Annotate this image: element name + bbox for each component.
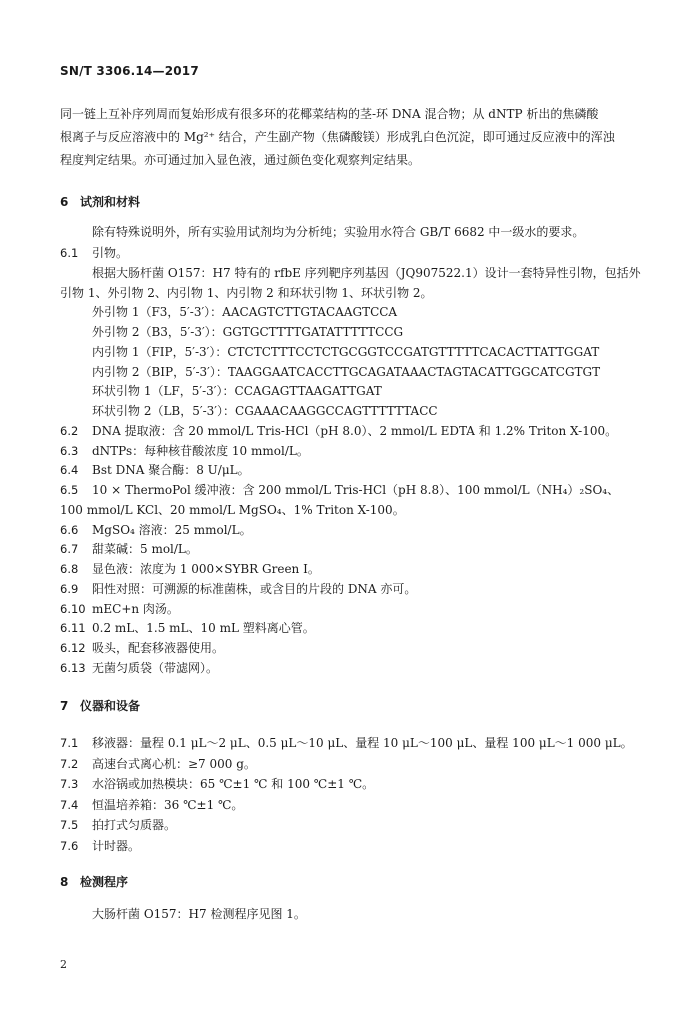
item-text: 移液器：量程 0.1 μL～2 μL、0.5 μL～10 μL、量程 10 μL～100 μL、量程 100 μL～1 000 μL。 bbox=[92, 736, 633, 750]
item-number: 6.6 bbox=[60, 522, 79, 537]
item-text: 阳性对照：可溯源的标准菌株，或含目的片段的 DNA 亦可。 bbox=[92, 581, 417, 596]
item-text: 外引物 1（F3，5′-3′）：AACAGTCTTGTACAAGTCCA bbox=[92, 305, 398, 320]
section-8-heading bbox=[60, 873, 128, 890]
section-title: 检测程序 bbox=[80, 875, 129, 889]
list-item bbox=[60, 502, 650, 518]
list-item bbox=[92, 344, 682, 360]
item-number: 7.1 bbox=[60, 736, 79, 750]
item-text: 10 × ThermoPol 缓冲液：含 200 mmol/L Tris-HCl（pH 8.8）、100 mmol/L（NH₄）₂SO₄、 bbox=[92, 483, 620, 497]
list-item bbox=[60, 462, 650, 478]
item-number: 6.8 bbox=[60, 562, 79, 576]
item-number: 6.4 bbox=[60, 463, 79, 478]
list-item bbox=[60, 601, 650, 617]
item-text: 水浴锅或加热模块：65 ℃±1 ℃ 和 100 ℃±1 ℃。 bbox=[92, 777, 375, 791]
intro-line-2: 根离子与反应溶液中的 Mg²⁺ 结合，产生副产物（焦磷酸镁）形成乳白色沉淀，即可通过反应液中的浑浊 bbox=[60, 130, 615, 144]
item-text: 拍打式匀质器。 bbox=[92, 818, 177, 832]
section-number: 7 bbox=[60, 699, 69, 713]
list-item bbox=[60, 443, 650, 459]
item-number: 6.12 bbox=[60, 641, 86, 655]
item-text: DNA 提取液：含 20 mmol/L Tris-HCl（pH 8.0）、2 mmol/L EDTA 和 1.2% Triton X-100。 bbox=[92, 423, 618, 438]
item-text: MgSO₄ 溶液：25 mmol/L。 bbox=[92, 522, 252, 537]
list-item bbox=[60, 285, 650, 301]
section-title: 试剂和材料 bbox=[80, 195, 141, 209]
list-item bbox=[60, 561, 650, 577]
item-text: 显色液：浓度为 1 000×SYBR Green Ⅰ。 bbox=[92, 562, 320, 576]
section-6-intro: 除有特殊说明外，所有实验用试剂均为分析纯；实验用水符合 GB/T 6682 中一级水的要求。 bbox=[92, 225, 585, 239]
list-item bbox=[60, 541, 650, 557]
list-item bbox=[92, 364, 682, 380]
list-item bbox=[60, 776, 650, 792]
item-number: 6.10 bbox=[60, 601, 86, 616]
section-number: 8 bbox=[60, 875, 69, 889]
list-item bbox=[60, 245, 650, 261]
list-item bbox=[60, 423, 650, 439]
item-number: 6.5 bbox=[60, 483, 79, 497]
standard-code: SN/T 3306.14—2017 bbox=[60, 64, 199, 78]
list-item bbox=[92, 383, 682, 399]
item-text: 环状引物 2（LB，5′-3′）：CGAAACAAGGCCAGTTTTTTACC bbox=[92, 404, 438, 418]
item-text: mEC+n 肉汤。 bbox=[92, 601, 179, 616]
list-item bbox=[60, 640, 650, 656]
list-item bbox=[60, 735, 650, 751]
item-number: 6.3 bbox=[60, 443, 79, 458]
item-number: 6.11 bbox=[60, 621, 86, 636]
list-item bbox=[60, 660, 650, 676]
list-item bbox=[60, 756, 650, 772]
item-text: dNTPs：每种核苷酸浓度 10 mmol/L。 bbox=[92, 443, 309, 458]
section-6-heading bbox=[60, 193, 140, 210]
item-text: 100 mmol/L KCl、20 mmol/L MgSO₄、1% Triton X-100。 bbox=[60, 502, 405, 517]
item-text: 计时器。 bbox=[92, 838, 141, 853]
item-text: 内引物 1（FIP，5′-3′）：CTCTCTTTCCTCTGCGGTCCGATGTTTTTCACACTTATTGGAT bbox=[92, 344, 600, 359]
list-item bbox=[60, 522, 650, 538]
list-item bbox=[92, 304, 682, 320]
item-text: 外引物 2（B3，5′-3′）：GGTGCTTTTGATATTTTTCCG bbox=[92, 325, 404, 339]
item-number: 7.4 bbox=[60, 797, 79, 812]
intro-line-1: 同一链上互补序列周而复始形成有很多环的花椰菜结构的茎-环 DNA 混合物；从 dNTP 析出的焦磷酸 bbox=[60, 107, 599, 121]
item-number: 7.3 bbox=[60, 777, 79, 791]
list-item bbox=[92, 403, 682, 419]
item-number: 7.5 bbox=[60, 818, 79, 832]
item-number: 6.1 bbox=[60, 246, 79, 260]
section-title: 仪器和设备 bbox=[80, 699, 141, 713]
list-item bbox=[60, 797, 650, 813]
list-item bbox=[60, 482, 650, 498]
item-number: 6.2 bbox=[60, 423, 79, 438]
item-text: 0.2 mL、1.5 mL、10 mL 塑料离心管。 bbox=[92, 621, 315, 636]
list-item bbox=[60, 620, 650, 636]
item-number: 6.9 bbox=[60, 581, 79, 596]
list-item bbox=[60, 817, 650, 833]
item-text: 引物。 bbox=[92, 246, 129, 260]
item-number: 6.13 bbox=[60, 660, 86, 675]
item-text: 无菌匀质袋（带滤网）。 bbox=[92, 660, 219, 675]
list-item bbox=[60, 581, 650, 597]
item-text: 恒温培养箱：36 ℃±1 ℃。 bbox=[92, 797, 244, 812]
section-8-text: 大肠杆菌 O157：H7 检测程序见图 1。 bbox=[92, 907, 306, 921]
item-text: 内引物 2（BIP，5′-3′）：TAAGGAATCACCTTGCAGATAAACTAGTACATTGGCATCGTGT bbox=[92, 364, 601, 379]
item-number: 7.2 bbox=[60, 756, 79, 771]
page-number: 2 bbox=[60, 958, 67, 971]
item-text: 引物 1、外引物 2、内引物 1、内引物 2 和环状引物 1、环状引物 2。 bbox=[60, 285, 433, 300]
item-text: 根据大肠杆菌 O157：H7 特有的 rfbE 序列靶序列基因（JQ907522.1）设计一套特异性引物，包括外 bbox=[92, 265, 641, 280]
item-text: 甜菜碱：5 mol/L。 bbox=[92, 542, 198, 557]
list-item bbox=[92, 265, 682, 281]
section-7-heading bbox=[60, 697, 140, 714]
intro-line-3: 程度判定结果。亦可通过加入显色液，通过颜色变化观察判定结果。 bbox=[60, 153, 421, 167]
item-number: 7.6 bbox=[60, 838, 79, 853]
item-number: 6.7 bbox=[60, 542, 79, 557]
item-text: 吸头，配套移液器使用。 bbox=[92, 641, 225, 655]
list-item bbox=[60, 838, 650, 854]
item-text: Bst DNA 聚合酶：8 U/μL。 bbox=[92, 463, 250, 478]
item-text: 高速台式离心机：≥7 000 g。 bbox=[92, 756, 256, 771]
item-text: 环状引物 1（LF，5′-3′）：CCAGAGTTAAGATTGAT bbox=[92, 384, 382, 399]
section-number: 6 bbox=[60, 195, 69, 209]
list-item bbox=[92, 324, 682, 340]
